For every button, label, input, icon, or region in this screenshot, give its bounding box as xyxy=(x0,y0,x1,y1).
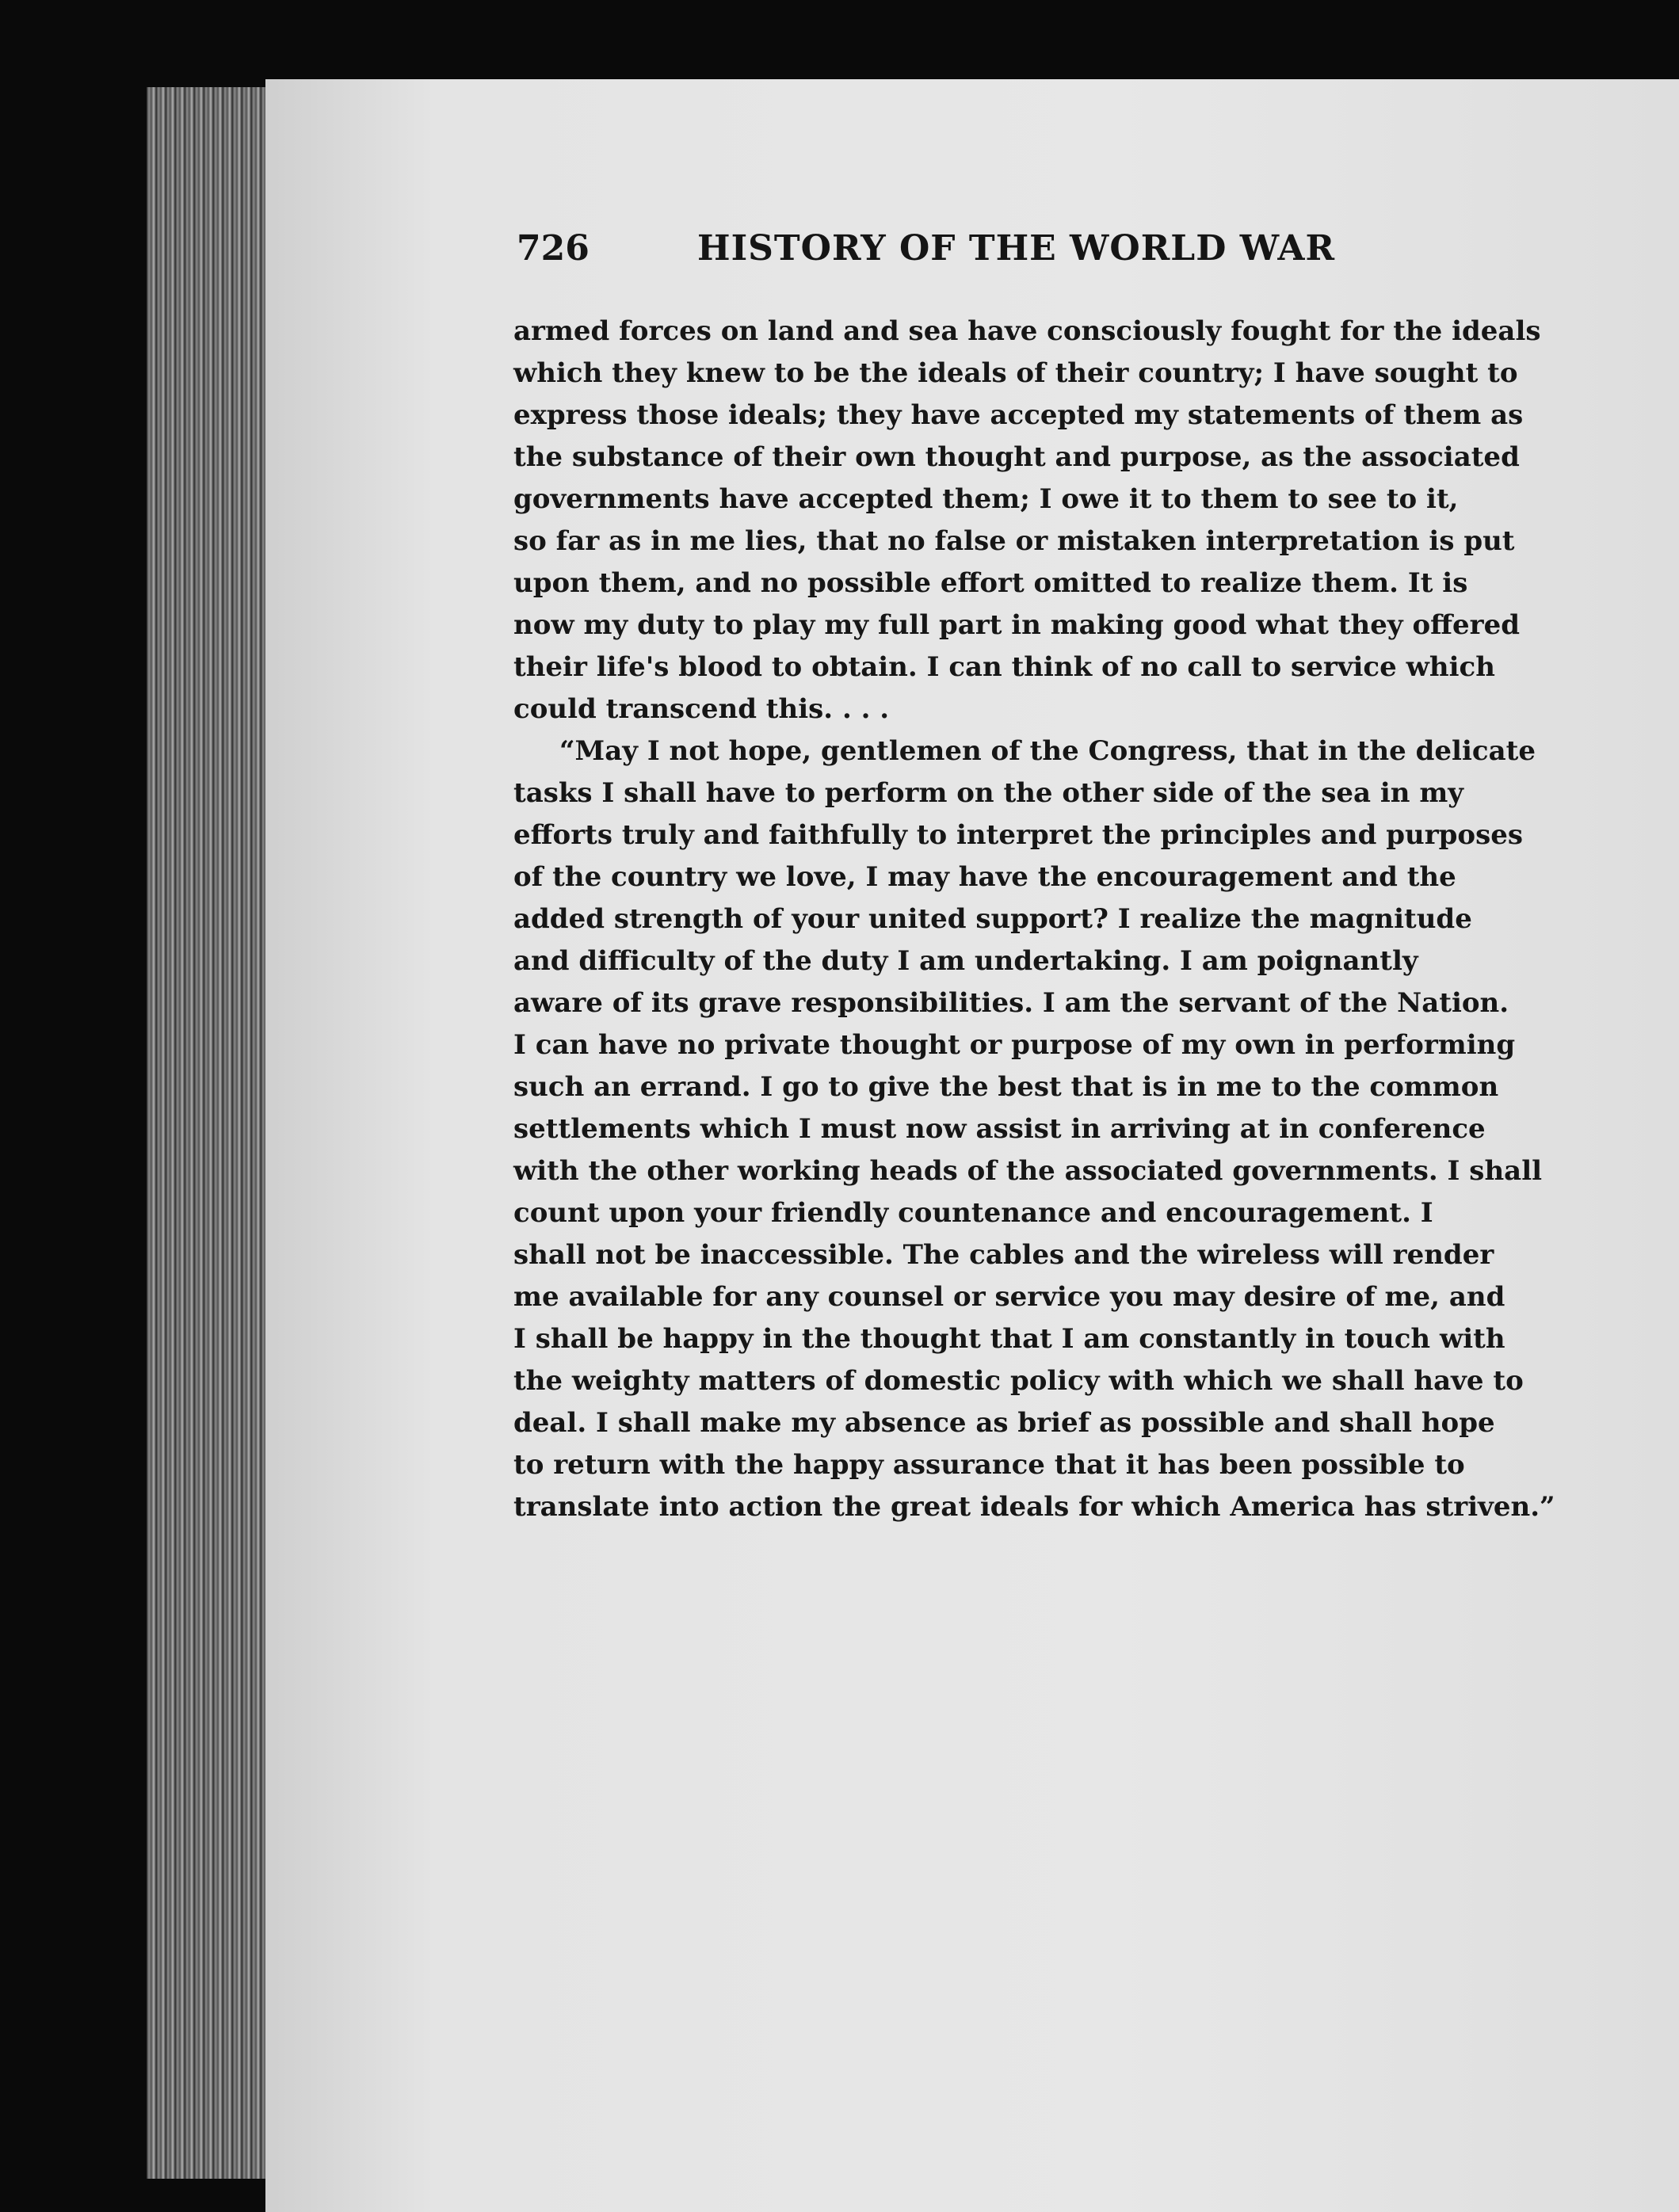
text-line: count upon your friendly countenance and encouragement. I xyxy=(513,1197,1433,1229)
text-line: of the country we love, I may have the encouragement and the xyxy=(513,861,1456,893)
paragraph-start-line: “May I not hope, gentlemen of the Congress, that in the delicate xyxy=(559,735,1536,767)
text-line: with the other working heads of the associated governments. I shall xyxy=(513,1155,1543,1187)
text-line: settlements which I must now assist in arriving at in conference xyxy=(513,1113,1486,1145)
text-line: and difficulty of the duty I am undertaking. I am poignantly xyxy=(513,945,1418,977)
text-line: to return with the happy assurance that it has been possible to xyxy=(513,1449,1465,1481)
text-line: shall not be inaccessible. The cables and the wireless will render xyxy=(513,1239,1494,1271)
text-line: me available for any counsel or service you may desire of me, and xyxy=(513,1281,1505,1313)
text-line: express those ideals; they have accepted my statements of them as xyxy=(513,399,1524,431)
running-title: HISTORY OF THE WORLD WAR xyxy=(697,228,1336,269)
text-line: deal. I shall make my absence as brief as possible and shall hope xyxy=(513,1407,1495,1439)
text-line: tasks I shall have to perform on the other side of the sea in my xyxy=(513,777,1464,809)
text-line: such an errand. I go to give the best that is in me to the common xyxy=(513,1071,1499,1103)
text-line: their life's blood to obtain. I can think of no call to service which xyxy=(513,651,1495,683)
page-number: 726 xyxy=(517,228,590,269)
text-line: the weighty matters of domestic policy with which we shall have to xyxy=(513,1365,1524,1397)
text-line: so far as in me lies, that no false or mistaken interpretation is put xyxy=(513,525,1515,557)
text-line: upon them, and no possible effort omitted to realize them. It is xyxy=(513,567,1468,599)
text-line: translate into action the great ideals for which America has striven.” xyxy=(513,1491,1555,1523)
text-line: aware of its grave responsibilities. I am the servant of the Nation. xyxy=(513,987,1509,1019)
text-line: I shall be happy in the thought that I am constantly in touch with xyxy=(513,1323,1505,1355)
text-line: now my duty to play my full part in making good what they offered xyxy=(513,609,1521,641)
text-line: governments have accepted them; I owe it to them to see to it, xyxy=(513,483,1459,515)
text-line: armed forces on land and sea have consciously fought for the ideals xyxy=(513,315,1541,347)
text-line: could transcend this. . . . xyxy=(513,693,890,725)
text-line: I can have no private thought or purpose of my own in performing xyxy=(513,1029,1516,1061)
running-head xyxy=(517,228,1404,276)
text-line: added strength of your united support? I realize the magnitude xyxy=(513,903,1472,935)
body-text xyxy=(513,311,1559,1528)
text-line: the substance of their own thought and purpose, as the associated xyxy=(513,441,1520,473)
text-line: which they knew to be the ideals of their country; I have sought to xyxy=(513,357,1518,389)
text-line: efforts truly and faithfully to interpret the principles and purposes xyxy=(513,819,1524,851)
